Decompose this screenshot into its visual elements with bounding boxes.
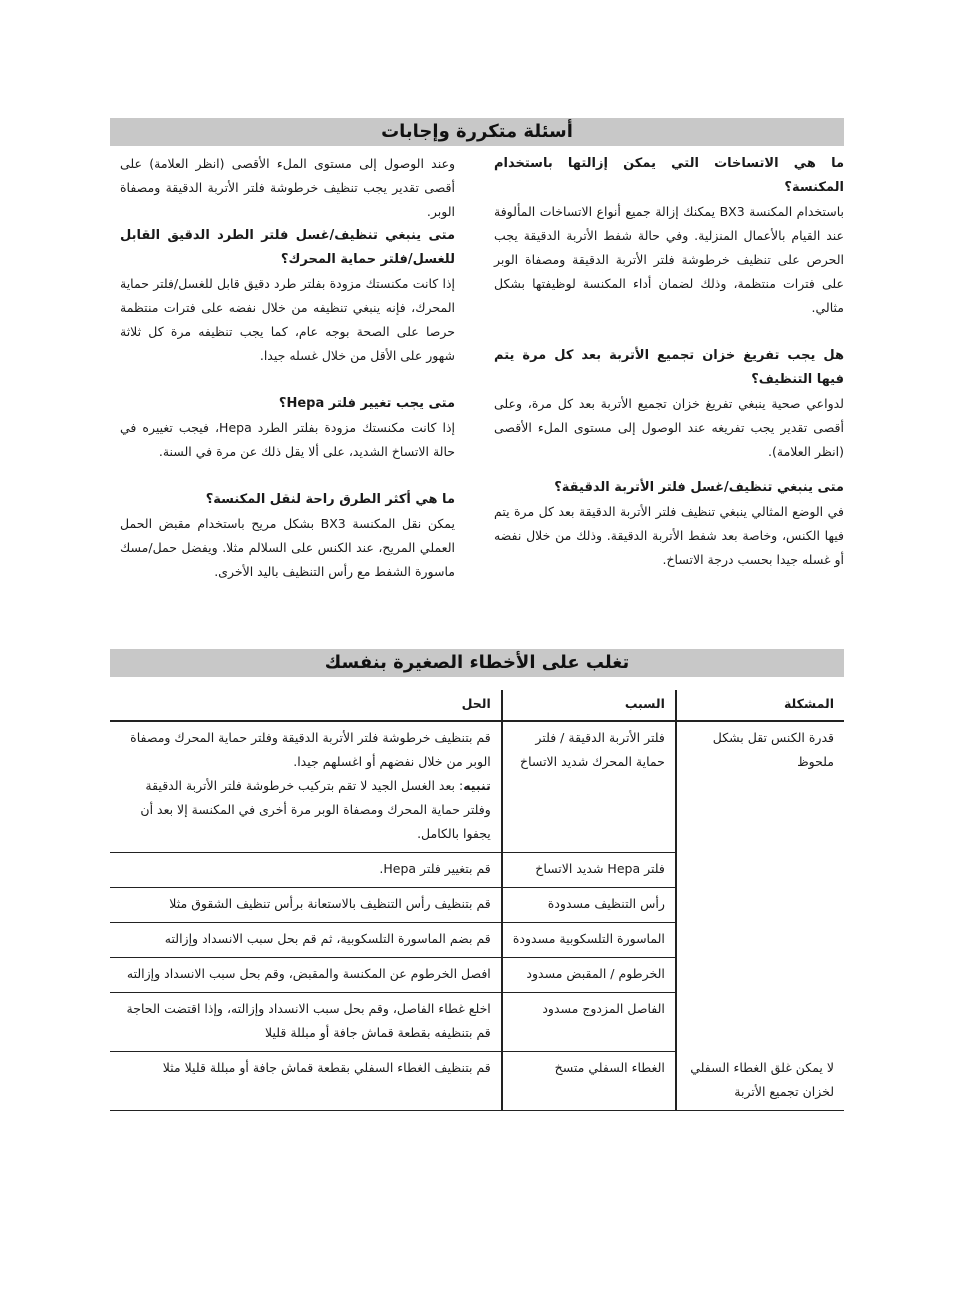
solution-cell (110, 721, 502, 853)
faq-answer: لدواعي صحية ينبغي تفريغ خزان تجميع الأتربة بعد كل مرة، وعلى أقصى تقدير يجب تفريغه عند الوصول إلى مستوى الملء الأقصى (انظر العلامة). (494, 396, 844, 459)
solution-cell: افصل الخرطوم عن المكنسة والمقبض، وقم بحل سبب الانسداد وإزالته (110, 958, 502, 993)
faq-section-title: أسئلة متكررة وإجابات (110, 118, 844, 146)
header-problem: المشكلة (676, 690, 844, 721)
header-cause: السبب (502, 690, 676, 721)
cause-cell: الماسورة التلسكوبية مسدودة (502, 923, 676, 958)
table-row (110, 993, 844, 1052)
cause-cell: الخرطوم / المقبض مسدود (502, 958, 676, 993)
cause-cell: فلتر الأتربة الدقيقة / فلتر حماية المحرك شديد الاتساخ (502, 721, 676, 853)
table-row (110, 853, 844, 888)
cause-cell: فلتر Hepa شديد الاتساخ (502, 853, 676, 888)
table-row (110, 958, 844, 993)
problem-cell: قدرة الكنس تقل بشكل ملحوظ (676, 721, 844, 853)
table-row (110, 1052, 844, 1111)
header-solution: الحل (110, 690, 502, 721)
problem-cell (676, 993, 844, 1052)
faq-left-column (120, 152, 455, 584)
faq-question: ما هي الاتساخات التي يمكن إزالتها باستخدام المكنسة؟ (494, 156, 844, 195)
cause-cell: الفاصل المزدوج مسدود (502, 993, 676, 1052)
faq-question: ما هي أكثر الطرق راحة لنقل المكنسة؟ (205, 492, 455, 507)
problem-cell (676, 958, 844, 993)
problem-cell (676, 923, 844, 958)
problem-cell (676, 853, 844, 888)
troubleshooting-section-title: تغلب على الأخطاء الصغيرة بنفسك (110, 649, 844, 677)
table-row (110, 888, 844, 923)
table-row (110, 721, 844, 853)
cause-cell: الغطاء السفلي متسخ (502, 1052, 676, 1111)
troubleshooting-table (110, 690, 844, 1111)
faq-question: متى ينبغي تنظيف/غسل فلتر الطرد الدقيق القابل للغسل/فلتر حماية المحرك؟ (120, 228, 455, 267)
faq-answer: في الوضع المثالي ينبغي تنظيف فلتر الأتربة الدقيقة بعد كل مرة يتم فيها الكنس، وخاصة بعد شفط الأتربة الدقيقة. وذلك من خلال نفضه أو غسله جيدا بحسب درجة الاتساخ. (494, 504, 844, 567)
faq-question: متى ينبغي تنظيف/غسل فلتر الأتربة الدقيقة؟ (554, 480, 844, 495)
solution-cell: قم بتنظيف رأس التنظيف بالاستعانة برأس تنظيف الشقوق مثلا (110, 888, 502, 923)
faq-answer: وعند الوصول إلى مستوى الملء الأقصى (انظر العلامة) على أقصى تقدير يجب تنظيف خرطوشة فلتر الأتربة الدقيقة ومصفاة الوبر. (120, 156, 455, 219)
table-header-row (110, 690, 844, 721)
problem-cell (676, 888, 844, 923)
faq-question: هل يجب تفريغ خزان تجميع الأتربة بعد كل مرة يتم فيها التنظيف؟ (494, 348, 844, 387)
solution-cell: اخلع غطاء الفاصل، وقم بحل سبب الانسداد وإزالته، وإذا اقتضت الحاجة قم بتنظيفه بقطعة قماش جافة أو مبللة قليلا (110, 993, 502, 1052)
faq-answer: إذا كانت مكنستك مزودة بفلتر الطرد Hepa، فيجب تغييره في حالة الاتساخ الشديد، على ألا يقل ذلك عن مرة في السنة. (120, 420, 455, 459)
problem-cell: لا يمكن غلق الغطاء السفلي لخزان تجميع الأتربة (676, 1052, 844, 1111)
note-text: : بعد الغسل الجيد لا تقم بتركيب خرطوشة فلتر الأتربة الدقيقة وفلتر حماية المحرك ومصفاة الوبر مرة أخرى في المكنسة إلا بعد أن يجفوا بالكامل. (140, 778, 491, 841)
table-row (110, 923, 844, 958)
faq-answer: إذا كانت مكنستك مزودة بفلتر طرد دقيق قابل للغسل/فلتر حماية المحرك، فإنه ينبغي تنظيفه من خلال نفضه على فترات منتظمة حرصا على الصحة بوجه عام، كما يجب تنظيفه مرة كل ثلاثة شهور على الأقل من خلال غسله جيدا. (120, 276, 455, 363)
solution-cell: قم بتغيير فلتر Hepa. (110, 853, 502, 888)
faq-answer: يمكن نقل المكنسة BX3 بشكل مريح باستخدام مقبض الحمل العملي المريح، عند الكنس على السلالم مثلا. ويفضل حمل/مسك ماسورة الشفط مع رأس التنظيف باليد الأخرى. (120, 516, 455, 579)
cause-cell: رأس التنظيف مسدودة (502, 888, 676, 923)
faq-answer: باستخدام المكنسة BX3 يمكنك إزالة جميع أنواع الاتساخات المألوفة عند القيام بالأعمال المنزلية. وفي حالة شفط الأتربة الدقيقة يجب الحرص على تنظيف خرطوشة فلتر الأتربة الدقيقة ومصفاة الوبر على فترات منتظمة، وذلك لضمان أداء المكنسة لوظيفتها بشكل مثالي. (494, 204, 845, 315)
faq-right-column (494, 152, 844, 572)
note-label: تنبيه (463, 778, 491, 793)
solution-text: قم بتنظيف خرطوشة فلتر الأتربة الدقيقة وفلتر حماية المحرك ومصفاة الوبر من خلال نفضهم أو اغسلهم جيدا. (130, 730, 491, 769)
faq-question: متى يجب تغيير فلتر Hepa؟ (278, 396, 455, 411)
solution-cell: قم بضم الماسورة التلسكوبية، ثم قم بحل سبب الانسداد وإزالته (110, 923, 502, 958)
solution-cell: قم بتنظيف الغطاء السفلي بقطعة قماش جافة أو مبللة قليلا مثلا (110, 1052, 502, 1111)
